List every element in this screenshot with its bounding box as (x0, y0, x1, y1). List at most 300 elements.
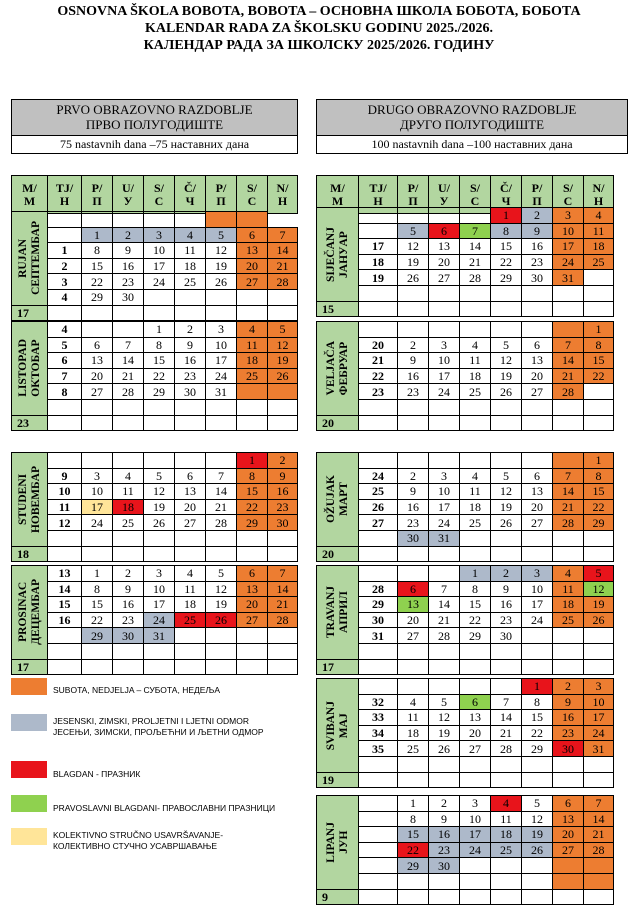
day-cell (460, 530, 491, 546)
day-cell: 19 (398, 254, 429, 270)
day-cell: 22 (398, 842, 429, 858)
day-cell: 28 (553, 384, 584, 400)
day-cell: 29 (522, 741, 553, 757)
day-cell: 18 (460, 368, 491, 384)
day-cell: 29 (144, 384, 175, 400)
week-row (317, 710, 614, 726)
month-name-latin: STUDENI (16, 473, 29, 525)
weekday-header-label-cyr: П (408, 193, 418, 208)
legend-swatch (11, 761, 47, 778)
day-cell (522, 858, 553, 874)
weekday-header-cell (206, 176, 237, 214)
day-cell: 9 (398, 484, 429, 500)
day-cell (460, 679, 491, 695)
empty-cell (206, 659, 237, 675)
second-period-title-cyr: ДРУГО ПОЛУГОДИШТЕ (399, 117, 545, 132)
day-cell (584, 643, 614, 659)
weekday-header-label-cyr: M (23, 193, 36, 208)
week-number: 17 (359, 239, 398, 255)
day-cell: 3 (144, 227, 175, 243)
day-cell: 12 (522, 811, 553, 827)
day-cell: 20 (82, 368, 113, 384)
week-row (12, 243, 298, 259)
day-cell: 4 (175, 566, 206, 582)
day-cell: 7 (268, 227, 298, 243)
day-cell: 18 (491, 827, 522, 843)
day-cell: 16 (268, 484, 298, 500)
month-name-latin: TRAVANJ (324, 586, 337, 639)
empty-cell (175, 305, 206, 321)
week-number (359, 453, 398, 469)
day-cell: 15 (460, 597, 491, 613)
empty-cell (584, 415, 614, 431)
day-cell: 20 (429, 254, 460, 270)
day-cell (429, 566, 460, 582)
empty-cell (491, 772, 522, 788)
day-cell: 14 (268, 581, 298, 597)
day-cell: 7 (206, 468, 237, 484)
day-cell: 1 (82, 566, 113, 582)
day-cell: 27 (522, 384, 553, 400)
month-name-cyrillic: ДЕЦЕМБАР (29, 579, 42, 646)
week-row (317, 741, 614, 757)
day-cell: 1 (460, 566, 491, 582)
day-cell (553, 322, 584, 338)
day-cell: 1 (522, 679, 553, 695)
weekday-header-label: TJ/ (55, 180, 74, 195)
day-cell: 10 (522, 581, 553, 597)
day-cell: 25 (491, 842, 522, 858)
week-number: 16 (48, 612, 82, 628)
day-cell: 25 (553, 612, 584, 628)
empty-cell (268, 659, 298, 675)
day-cell: 26 (206, 274, 237, 290)
month-total-row (12, 415, 298, 431)
legend-swatch (11, 678, 47, 695)
week-number: 33 (359, 710, 398, 726)
day-cell: 12 (491, 484, 522, 500)
week-row (317, 515, 614, 531)
day-cell: 1 (584, 453, 614, 469)
month-name-cell (12, 322, 48, 416)
month-name-cell (12, 212, 48, 306)
day-cell: 9 (491, 581, 522, 597)
empty-cell (429, 889, 460, 905)
day-cell: 30 (113, 289, 144, 305)
month-name-cell (12, 566, 48, 660)
month-name (325, 475, 351, 523)
month-table (316, 565, 614, 675)
day-cell: 26 (584, 612, 614, 628)
empty-cell (359, 301, 398, 317)
week-number: 30 (359, 612, 398, 628)
day-cell (237, 212, 268, 228)
week-row (12, 212, 298, 228)
day-cell (584, 873, 614, 889)
weekday-header-label: P/ (91, 180, 103, 195)
empty-cell (144, 546, 175, 562)
day-cell: 13 (522, 484, 553, 500)
weekday-header-label: Č/ (500, 180, 512, 195)
day-cell (113, 530, 144, 546)
day-cell: 7 (429, 581, 460, 597)
day-cell: 24 (522, 612, 553, 628)
week-row (317, 254, 614, 270)
day-cell (144, 530, 175, 546)
day-cell (237, 643, 268, 659)
week-row (12, 468, 298, 484)
month-name-cyrillic: HOВEMБAP (29, 465, 42, 533)
day-cell: 22 (522, 725, 553, 741)
day-cell (175, 399, 206, 415)
weekday-header-label: Č/ (184, 180, 196, 195)
day-cell: 28 (268, 612, 298, 628)
day-cell: 29 (584, 515, 614, 531)
week-number: 25 (359, 484, 398, 500)
day-cell: 8 (82, 581, 113, 597)
day-cell: 16 (175, 353, 206, 369)
day-cell: 16 (398, 368, 429, 384)
day-cell: 15 (584, 353, 614, 369)
day-cell: 14 (553, 484, 584, 500)
day-cell (398, 873, 429, 889)
day-cell (460, 453, 491, 469)
day-cell: 30 (175, 384, 206, 400)
day-cell: 30 (113, 628, 144, 644)
day-cell: 2 (491, 566, 522, 582)
day-cell: 26 (491, 384, 522, 400)
week-number: 9 (48, 468, 82, 484)
week-row (317, 566, 614, 582)
day-cell: 22 (584, 368, 614, 384)
day-cell: 2 (398, 468, 429, 484)
day-cell: 11 (175, 243, 206, 259)
empty-cell (522, 659, 553, 675)
day-cell: 16 (491, 597, 522, 613)
weekday-header-cell (144, 176, 175, 214)
day-cell: 4 (491, 796, 522, 812)
day-cell: 13 (175, 484, 206, 500)
empty-cell (144, 305, 175, 321)
day-cell: 23 (491, 612, 522, 628)
day-cell: 1 (584, 322, 614, 338)
weekday-header-label: U/ (438, 180, 450, 195)
day-cell: 14 (584, 811, 614, 827)
empty-cell (522, 889, 553, 905)
day-cell: 22 (460, 612, 491, 628)
week-row (12, 612, 298, 628)
month-name-latin: SIJEČANJ (324, 226, 337, 282)
day-cell: 23 (113, 612, 144, 628)
week-number: 3 (48, 274, 82, 290)
day-cell (553, 285, 584, 301)
week-row (317, 873, 614, 889)
week-number: 22 (359, 368, 398, 384)
day-cell: 21 (553, 499, 584, 515)
day-cell: 13 (82, 353, 113, 369)
empty-cell (460, 415, 491, 431)
empty-cell (398, 772, 429, 788)
day-cell: 4 (113, 468, 144, 484)
day-cell: 8 (584, 468, 614, 484)
weekday-header-label-cyr: C (470, 193, 480, 208)
day-cell: 10 (82, 484, 113, 500)
day-cell: 25 (460, 515, 491, 531)
empty-cell (144, 415, 175, 431)
empty-cell (398, 415, 429, 431)
month-table (11, 452, 298, 562)
day-cell: 26 (206, 612, 237, 628)
title-line-1: OSNOVNA ŠKOLA BOBOTA, BOBOTA – ОСНОВНА ШКОЛА БОБОТА, БОБОТА (57, 4, 581, 19)
empty-cell (491, 301, 522, 317)
empty-cell (268, 305, 298, 321)
day-cell: 27 (460, 741, 491, 757)
day-cell: 24 (144, 274, 175, 290)
day-cell (175, 289, 206, 305)
week-row (12, 322, 298, 338)
week-number (359, 322, 398, 338)
day-cell: 16 (429, 827, 460, 843)
day-cell (268, 643, 298, 659)
week-number (359, 756, 398, 772)
week-row (317, 827, 614, 843)
week-row (317, 694, 614, 710)
day-cell: 14 (429, 597, 460, 613)
empty-cell (82, 659, 113, 675)
weekday-header-label-cyr: П (532, 193, 542, 208)
day-cell: 14 (206, 484, 237, 500)
legend-swatch (11, 714, 47, 731)
empty-cell (113, 659, 144, 675)
day-cell (522, 399, 553, 415)
day-cell: 7 (491, 694, 522, 710)
week-number: 4 (48, 322, 82, 338)
day-cell: 24 (429, 384, 460, 400)
weekday-header-label: P/ (407, 180, 419, 195)
day-cell (144, 453, 175, 469)
legend-label (53, 716, 264, 738)
day-cell: 5 (206, 227, 237, 243)
day-cell: 3 (429, 468, 460, 484)
day-cell: 23 (522, 254, 553, 270)
day-cell: 18 (175, 258, 206, 274)
empty-cell (113, 546, 144, 562)
week-row (12, 368, 298, 384)
empty-cell (553, 301, 584, 317)
week-row (12, 628, 298, 644)
day-cell: 19 (584, 597, 614, 613)
day-cell: 30 (491, 628, 522, 644)
week-number (48, 399, 82, 415)
week-row (317, 612, 614, 628)
week-number (48, 227, 82, 243)
week-row (12, 399, 298, 415)
day-cell: 25 (175, 274, 206, 290)
empty-cell (398, 659, 429, 675)
day-cell: 22 (237, 499, 268, 515)
day-cell (429, 208, 460, 224)
day-cell (398, 643, 429, 659)
day-cell (584, 858, 614, 874)
day-cell: 21 (268, 258, 298, 274)
week-row (317, 499, 614, 515)
day-cell: 1 (398, 796, 429, 812)
day-cell: 9 (113, 243, 144, 259)
month-total-row (317, 415, 614, 431)
week-number: 8 (48, 384, 82, 400)
day-cell: 3 (144, 566, 175, 582)
empty-cell (522, 415, 553, 431)
week-row (317, 796, 614, 812)
day-cell: 23 (398, 384, 429, 400)
day-cell: 2 (113, 566, 144, 582)
day-cell (82, 643, 113, 659)
week-number (48, 453, 82, 469)
empty-cell (237, 415, 268, 431)
day-cell: 6 (522, 468, 553, 484)
week-number (359, 643, 398, 659)
day-cell: 15 (82, 597, 113, 613)
day-cell: 17 (553, 239, 584, 255)
week-number: 26 (359, 499, 398, 515)
day-cell: 15 (398, 827, 429, 843)
week-number: 23 (359, 384, 398, 400)
day-cell: 18 (237, 353, 268, 369)
second-period-days: 100 nastavnih dana –100 наставних дана (371, 137, 573, 151)
day-cell: 3 (553, 208, 584, 224)
day-cell: 23 (113, 274, 144, 290)
weekday-header-label-cyr: M (331, 193, 344, 208)
weekday-header-label: S/ (153, 180, 164, 195)
week-row (12, 353, 298, 369)
week-number: 19 (359, 270, 398, 286)
day-cell (206, 399, 237, 415)
day-cell: 6 (237, 566, 268, 582)
day-cell: 2 (268, 453, 298, 469)
empty-cell (522, 301, 553, 317)
legend-text: PRAVOSLAVNI BLAGDANI- ПРАВОСЛАВНИ ПРАЗНИЦИ (53, 803, 276, 813)
week-row (317, 597, 614, 613)
empty-cell (584, 889, 614, 905)
day-cell (268, 399, 298, 415)
day-cell: 19 (491, 499, 522, 515)
month-total-row (12, 546, 298, 562)
day-cell: 20 (460, 725, 491, 741)
week-row (317, 353, 614, 369)
week-number: 28 (359, 581, 398, 597)
week-number (359, 399, 398, 415)
week-number (48, 628, 82, 644)
first-period-days: 75 nastavnih dana –75 наставних дана (59, 137, 250, 151)
day-cell: 24 (553, 254, 584, 270)
day-cell: 9 (113, 581, 144, 597)
day-cell: 22 (491, 254, 522, 270)
day-cell: 27 (522, 515, 553, 531)
weekday-header-cell (82, 176, 113, 214)
day-cell (553, 858, 584, 874)
week-row (317, 285, 614, 301)
week-row (317, 322, 614, 338)
week-number: 24 (359, 468, 398, 484)
day-cell: 14 (268, 243, 298, 259)
day-cell: 11 (553, 581, 584, 597)
weekday-header-label-cyr: C (563, 193, 573, 208)
day-cell (113, 399, 144, 415)
day-cell: 12 (584, 581, 614, 597)
day-cell (460, 858, 491, 874)
day-cell: 14 (553, 353, 584, 369)
weekday-header-label-cyr: П (216, 193, 226, 208)
day-cell: 28 (206, 515, 237, 531)
month-total-row (317, 772, 614, 788)
week-row (317, 337, 614, 353)
day-cell: 27 (237, 274, 268, 290)
day-cell: 3 (206, 322, 237, 338)
day-cell (429, 399, 460, 415)
week-number (359, 223, 398, 239)
day-cell (553, 756, 584, 772)
month-name (325, 227, 351, 282)
day-cell (584, 285, 614, 301)
week-row (12, 227, 298, 243)
day-cell: 14 (491, 710, 522, 726)
day-cell (491, 643, 522, 659)
day-cell: 6 (398, 581, 429, 597)
month-name (325, 701, 351, 750)
day-cell (491, 530, 522, 546)
week-number (359, 566, 398, 582)
weekday-header-cell (113, 176, 144, 214)
day-cell: 5 (398, 223, 429, 239)
empty-cell (175, 415, 206, 431)
day-cell (175, 453, 206, 469)
day-cell: 5 (144, 468, 175, 484)
teaching-days-count: 19 (317, 772, 359, 788)
day-cell (491, 453, 522, 469)
day-cell (206, 643, 237, 659)
day-cell: 6 (429, 223, 460, 239)
empty-cell (82, 546, 113, 562)
month-name-latin: PROSINAC (16, 582, 29, 643)
first-period-header (11, 99, 298, 154)
day-cell: 29 (237, 515, 268, 531)
day-cell: 19 (206, 258, 237, 274)
weekday-header-cell (48, 176, 82, 214)
day-cell: 16 (113, 258, 144, 274)
week-row (317, 453, 614, 469)
empty-cell (48, 659, 82, 675)
day-cell (237, 399, 268, 415)
empty-cell (522, 772, 553, 788)
weekday-header-label: M/ (22, 180, 37, 195)
month-name-cell (317, 566, 359, 660)
day-cell: 30 (398, 530, 429, 546)
day-cell: 10 (584, 694, 614, 710)
month-table (316, 207, 614, 317)
month-name (325, 822, 351, 863)
day-cell: 19 (144, 499, 175, 515)
month-table (316, 321, 614, 431)
week-row (12, 484, 298, 500)
week-number (48, 530, 82, 546)
day-cell: 26 (522, 842, 553, 858)
day-cell: 11 (460, 353, 491, 369)
weekday-header-cell (237, 176, 268, 214)
day-cell: 4 (460, 468, 491, 484)
day-cell: 14 (460, 239, 491, 255)
empty-cell (206, 546, 237, 562)
day-cell: 23 (429, 842, 460, 858)
